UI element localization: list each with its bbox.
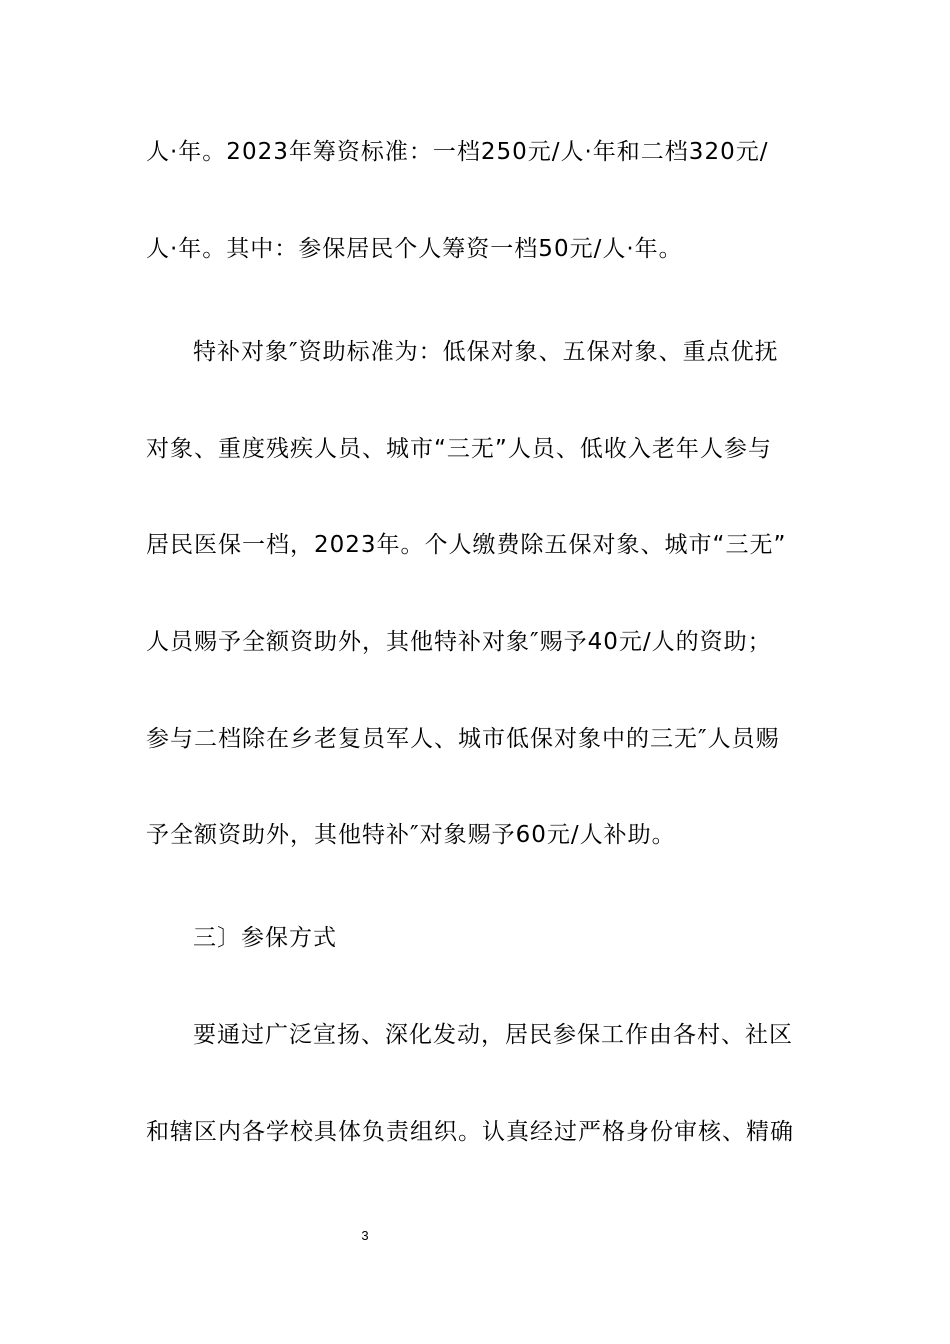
text-line-8: 予全额资助外，其他特补″对象赐予60元/人补助。 (146, 822, 676, 848)
page-number: 3 (361, 1228, 369, 1243)
text-line-3: 特补对象″资助标准为：低保对象、五保对象、重点优抚 (193, 339, 779, 365)
text-line-4: 对象、重度残疾人员、城市“三无”人员、低收入老年人参与 (146, 436, 772, 462)
section-heading: 三〕参保方式 (193, 925, 337, 951)
text-line-7: 参与二档除在乡老复员军人、城市低保对象中的三无″人员赐 (146, 726, 780, 752)
text-line-1: 人·年。2023年筹资标准：一档250元/人·年和二档320元/ (146, 139, 769, 165)
text-line-11: 和辖区内各学校具体负责组织。认真经过严格身份审核、精确 (146, 1119, 794, 1145)
text-line-6: 人员赐予全额资助外，其他特补对象″赐予40元/人的资助； (146, 629, 772, 655)
text-line-10: 要通过广泛宣扬、深化发动，居民参保工作由各村、社区 (193, 1022, 793, 1048)
text-line-5: 居民医保一档，2023年。个人缴费除五保对象、城市“三无” (146, 532, 787, 558)
text-line-2: 人·年。其中：参保居民个人筹资一档50元/人·年。 (146, 236, 683, 262)
